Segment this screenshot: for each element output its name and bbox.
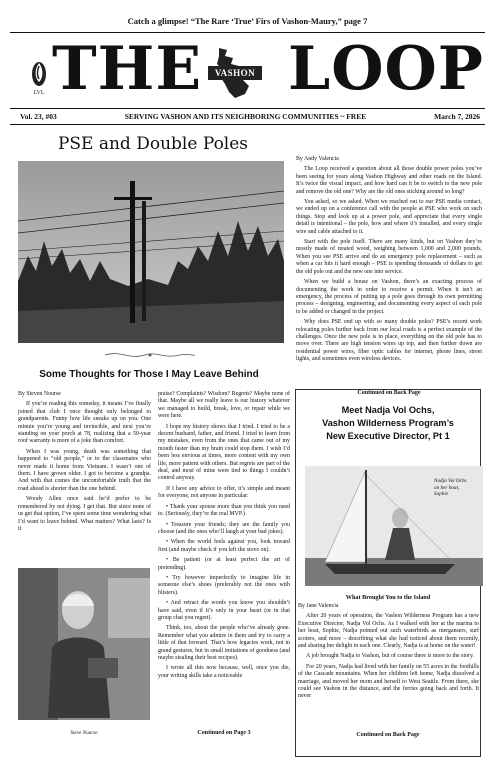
paragraph: I wrote all this now because, well, once you die, your writing skills take a noticeable — [158, 665, 290, 679]
article-thoughts-col2 — [158, 391, 290, 683]
paragraph: Why does PSE end up with so many double poles? PSE’s recent work relocating poles further back from our local roads is a perfect example of the challenges. Once the new pole is in place, everything on the old pole has to move over. There are high tension wires up top, and then further down are residential power wires, fiber optic cables for internet, phone lines, street lights, and sometimes even wireless devices. — [296, 319, 482, 363]
divider — [10, 32, 485, 33]
paragraph: When we build a house on Vashon, there’s an exacting process of documenting the work in order to receive a permit. When it isn’t an emergency, the process of putting up a pole goes through its own permitting process – designing, engineering, and documenting every aspect of each pole to be added or changed in the project. — [296, 279, 482, 315]
headline-line: New Executive Director, Pt 1 — [326, 431, 450, 441]
photo-caption: Steve Nourse — [70, 730, 98, 736]
teaser-line: Catch a glimpse! “The Rare ‘True’ Firs of Vashon-Maury,” page 7 — [127, 16, 368, 26]
caption-line: Sophie — [434, 491, 449, 497]
headline-pse: PSE and Double Poles — [57, 134, 249, 154]
paragraph: For 20 years, Nadja had lived with her family on 55 acres in the foothills of the Cascade mountains. When her children left home, Nadja dissolved a marriage, and moved her mom and herself to West Seattle. From there, she could see Vashon in the distance, and the ferries going back and forth. It never — [298, 663, 479, 700]
paragraph: After 20 years of operation, the Vashon Wilderness Program has a new Executive Director, Nadja Vol Ochs. As I walked with her at the marina to her boat, Sophie, Nadja pointed out such waterbirds as mergansers, surf scoters, and more – describing what she had noticed about them recently, and sharing her delight in each one. Clearly, Nadja is at home on the water! — [298, 613, 479, 650]
article-pse-body — [296, 156, 482, 367]
caption-line: on her boat, — [434, 484, 460, 491]
paragraph: I hope my history shows that I tried. I tried to be a decent husband, father, and friend. I tried to learn from my mistakes, even from the ones that came out of my mouth faster than my brain could stop them. I wish I’d been less envious at times, more content with my own life, more patient with others. But regrets are part of the deal, and most of mine were tied to things I couldn’t control anyway. — [158, 423, 290, 482]
article-nadja-body — [298, 603, 479, 704]
headline-line: Vashon Wilderness Program’s — [322, 418, 454, 428]
masthead-loop: LOOP — [288, 34, 484, 104]
power-pole-photo — [18, 161, 284, 343]
list-item: • Thank your spouse more than you think you need to. (Seriously, they’re the real MVP.) — [158, 503, 290, 518]
paragraph: Start with the pole itself. There are many kinds, but on Vashon they’re mostly made of treated wood, weighing between 1,000 and 2,000 pounds. When you see PSE arrive and do an emergency pole replacement – such as when a car hits it hard enough – PSE is spending thousands of dollars to get the old pole out and the new one into service. — [296, 239, 482, 275]
paragraph: A job brought Nadja to Vashon, but of course there is more to the story. — [306, 653, 475, 660]
caption-line: Nadja Vol Ochs — [434, 478, 467, 484]
steve-nourse-photo — [18, 568, 150, 720]
ornament-divider-icon — [100, 350, 200, 360]
byline: By Andy Valencia — [296, 156, 339, 162]
list-item: • Try however imperfectly to imagine life in someone else’s shoes (preferably not the ones with blisters). — [158, 574, 290, 596]
volume-number: Vol. 23, #03 — [20, 112, 57, 121]
list-item: • Treasure your friends; they are the family you choose (and the ones who’ll laugh at your bad jokes). — [158, 521, 290, 535]
issue-info-bar — [20, 112, 480, 121]
paragraph: You asked, so we asked. When we reached out to our PSE media contact, we ended up on a conference call with the people at PSE who work on such things. Stop and look up at a power pole, and appreciate that every single detail is intentional – the pole, how and where it’s installed, and every single wire and cable attached to it. — [296, 199, 482, 235]
continued-link[interactable]: Continued on Page 3 — [197, 730, 251, 736]
list-item: • And retract the words you know you shouldn’t have said, even if it’s only in your heart (or in that group chat you regret). — [158, 600, 290, 621]
subhead-island: What Brought You to the Island — [345, 594, 431, 601]
paragraph: When I was young, death was something that happened to “old people,” or to the classmates who never made it home from Vietnam. I wasn’t one of them. I have grown older. I got to become a grandpa. And with that comes the uncomfortable truth that the road ahead is shorter than the one behind. — [18, 448, 151, 492]
paragraph: praise? Complaints? Wisdom? Regrets? Maybe none of that. Maybe all we really leave is our history whatever we managed to build, break, love, or repair while we were here. — [158, 391, 290, 420]
headline-nadja — [298, 404, 478, 443]
loop-logo-icon — [30, 60, 48, 96]
masthead-the: THE — [52, 34, 203, 104]
byline: By Jane Valencia — [298, 603, 339, 609]
tagline: SERVING VASHON AND ITS NEIGHBORING COMMUNITIES ~ FREE — [124, 112, 367, 121]
vashon-label: VASHON — [208, 66, 262, 80]
divider — [10, 108, 485, 109]
byline: By Steven Nourse — [18, 391, 61, 397]
paragraph: Woody Allen once said he’d prefer to be remembered by not dying. I get that. But since none of us get that option, I’ve spent some time wondering what I’d want to leave behind. What matters? What lasts? Is it — [18, 496, 151, 532]
list-item: • Be patient (or at least perfect the art of pretending). — [158, 557, 290, 571]
paragraph: If you’re reading this someday, it means I’ve finally joined that club I once thought only belonged to grandparents. Funny how life sneaks up on you. One minute you’re young and invincible, and next you’re standing on your porch at 78, realizing that a 50-year roof warranty is more of a joke than comfort. — [18, 401, 151, 445]
article-thoughts-col1 — [18, 391, 151, 536]
continued-link[interactable]: Continued on Back Page — [356, 732, 420, 738]
headline-thoughts: Some Thoughts for Those I May Leave Behind — [39, 369, 259, 380]
paragraph: If I have any advice to offer, it’s simple and meant for everyone, not anyone in particular: — [158, 485, 290, 500]
paragraph: The Loop received a question about all those double power poles you’ve been seeing for years along Vashon Highway and other roads on the Island. It’s twice the visual impact, and how hard can it be to switch to the new pole and remove the old one? Why are the old ones sticking around so long? — [296, 166, 482, 195]
photo-caption — [434, 478, 482, 498]
paragraph: Think, too, about the people who’ve already gone. Remember what you admire in them and try to carry a little of that forward. That’s how legacies work, not in grand gestures, but in small imitations of goodness (and maybe stealing their best recipes). — [158, 625, 290, 661]
logo-text: LVL — [33, 90, 45, 96]
issue-date: March 7, 2026 — [434, 112, 480, 121]
list-item: • When the world feels against you, look inward first (and maybe check if you left the stove on). — [158, 539, 290, 553]
headline-line: Meet Nadja Vol Ochs, — [341, 405, 435, 415]
continued-link[interactable]: Continued on Back Page — [357, 390, 421, 396]
divider — [10, 124, 485, 125]
